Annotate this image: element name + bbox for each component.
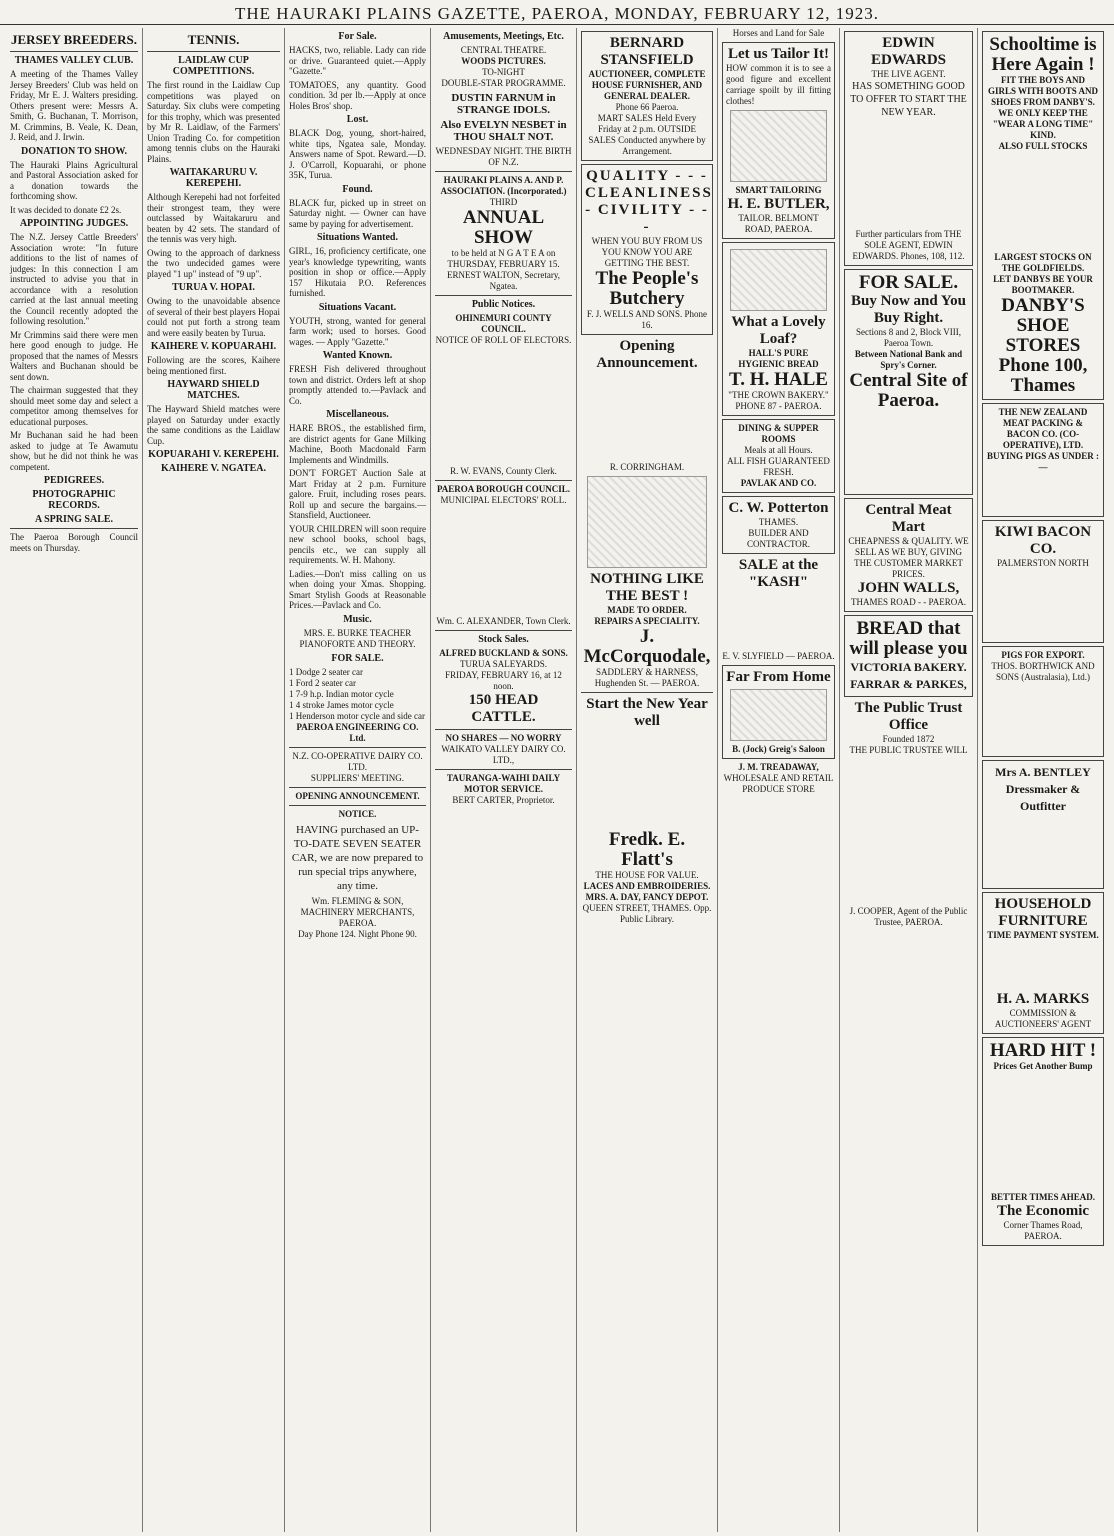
edwards-body: [848, 119, 969, 229]
tonight: TO-NIGHT: [482, 67, 525, 77]
tailor-body: HOW common it is to see a good figure and excellent carriage spoilt by ill fitting clothes!: [726, 63, 831, 106]
columns: [6, 28, 1108, 1532]
stansfield-ad: [581, 31, 713, 161]
let-danbys: LET DANBYS BE YOUR BOOTMAKER.: [993, 274, 1093, 295]
flatt-body: [581, 730, 713, 830]
column-jersey-breeders: [6, 28, 143, 1532]
classified-ad: YOUTH, strong, wanted for general farm work; used to horses. Good wages. — Apply "Gazette.": [289, 315, 426, 347]
better-times: BETTER TIMES AHEAD.: [990, 1192, 1096, 1202]
woods-pictures: WOODS PICTURES.: [461, 56, 546, 66]
section-header: FOR SALE.: [331, 652, 384, 664]
edwards-name: EDWIN EDWARDS: [870, 35, 946, 68]
furniture-body: [986, 941, 1100, 991]
classified-ad: YOUR CHILDREN will soon require new school books, school bags, pencils etc., we can supply all requirements. W. H. Mahony.: [289, 523, 426, 565]
no-shares: NO SHARES — NO WORRY: [445, 733, 562, 743]
fish-guaranteed: ALL FISH GUARANTEED FRESH.: [727, 456, 830, 477]
export-body: [986, 683, 1100, 753]
nz-meat-packing: THE NEW ZEALAND MEAT PACKING & BACON CO. (CO-OPERATIVE), LTD.: [998, 407, 1088, 450]
kash-sale: SALE at the "KASH": [738, 557, 819, 590]
masthead: THE HAURAKI PLAINS GAZETTE, PAEROA, MONDAY, FEBRUARY 12, 1923.: [0, 4, 1114, 25]
victoria-bakery-ad: [844, 615, 973, 697]
kiwi-bacon-ad: [982, 520, 1104, 643]
subheading: KAIHERE V. NGATEA.: [160, 463, 267, 474]
nothing-like-best: NOTHING LIKE THE BEST !: [590, 571, 704, 604]
site-body: [848, 411, 969, 491]
theatre-name: CENTRAL THEATRE.: [460, 45, 547, 55]
pavlak-co: PAVLAK AND CO.: [740, 478, 817, 488]
third-label: THIRD: [489, 197, 518, 207]
smart-tailoring: SMART TAILORING: [735, 185, 822, 195]
butchery-ad: [581, 164, 713, 335]
dairy-company: N.Z. CO-OPERATIVE DAIRY CO. LTD.: [292, 750, 423, 772]
section-header: Situations Wanted.: [317, 232, 398, 243]
notice-body: [435, 346, 572, 466]
proprietor: BERT CARTER, Proprietor.: [452, 795, 555, 805]
section-header: Stock Sales.: [478, 634, 529, 645]
made-to-order: MADE TO ORDER.: [607, 605, 687, 615]
column-tennis: [143, 28, 285, 1532]
stansfield-phone: Phone 66 Paeroa.: [615, 102, 679, 112]
article-paragraph: Although Kerepehi had not forfeited their strongest team, they were outclassed by Waitakaruru and beaten by 42 sets. The standard of the tennis was very high.: [147, 192, 280, 244]
mrs-day: MRS. A. DAY, FANCY DEPOT.: [585, 892, 709, 902]
show-venue-date: to be held at N G A T E A on THURSDAY, FEBRUARY 15.: [447, 248, 560, 269]
subheading: PEDIGREES.: [43, 475, 105, 486]
feature-nesbit: Also EVELYN NESBET in THOU SHALT NOT.: [440, 119, 567, 143]
prices-bump: Prices Get Another Bump: [993, 1061, 1093, 1071]
double-star: DOUBLE-STAR PROGRAMME.: [441, 78, 566, 88]
subheading: HAYWARD SHIELD MATCHES.: [167, 379, 260, 401]
article-paragraph: The Hayward Shield matches were played on Saturday under exactly the same conditions as the Laidlaw Cup.: [147, 404, 280, 446]
corner-thames: Corner Thames Road, PAEROA.: [1003, 1220, 1083, 1241]
far-from-home: Far From Home: [726, 669, 831, 685]
section-header: Music.: [343, 613, 372, 625]
smoker-illustration: [730, 689, 827, 741]
marks: H. A. MARKS: [996, 991, 1090, 1007]
potterton-name: C. W. Potterton: [728, 500, 829, 516]
horse-carriage-illustration: [587, 476, 708, 568]
time-payment: TIME PAYMENT SYSTEM.: [987, 930, 1099, 940]
slyfield: E. V. SLYFIELD — PAEROA.: [722, 651, 835, 661]
column-tailor: [718, 28, 840, 1532]
article-paragraph: It was decided to donate £2 2s.: [10, 204, 122, 215]
bentley-ad: [982, 760, 1104, 889]
subheading: WAITAKARURU V. KEREPEHI.: [169, 167, 258, 189]
for-sale: FOR SALE.: [858, 272, 959, 293]
classified-ad: HACKS, two, reliable. Lady can ride or drive. Guaranteed quiet.—Apply "Gazette.": [289, 45, 426, 76]
tailored-man-illustration: [730, 110, 827, 182]
mart-sales: MART SALES Held Every Friday at 2 p.m. OUTSIDE SALES Conducted anywhere by Arrangement.: [588, 113, 706, 156]
article-paragraph: Owing to the approach of darkness the two undecided games were played "1 up" instead of "9 up".: [147, 247, 280, 279]
public-trust: The Public Trust Office: [854, 700, 963, 733]
announcement-body: [581, 372, 713, 462]
borough-council: PAEROA BOROUGH COUNCIL.: [436, 484, 571, 494]
hale-name: T. H. HALE: [729, 369, 828, 390]
largest-stocks: LARGEST STOCKS ON THE GOLDFIELDS.: [994, 252, 1092, 273]
lovely-loaf: What a Lovely Loaf?: [731, 314, 826, 347]
head-cattle: 150 HEAD CATTLE.: [468, 692, 539, 725]
baker-illustration: [730, 249, 827, 311]
victoria-bakery: VICTORIA BAKERY.: [850, 660, 967, 674]
association-name: HAURAKI PLAINS A. AND P. ASSOCIATION. (Incorporated.): [440, 175, 567, 196]
section-header: For Sale.: [338, 31, 377, 42]
schooltime: Schooltime is Here Again !: [989, 34, 1097, 75]
saloon-ad: [722, 665, 835, 759]
potterton-ad: [722, 496, 835, 554]
subheading: DONATION TO SHOW.: [20, 145, 128, 157]
buying-pigs: BUYING PIGS AS UNDER :—: [986, 451, 1100, 472]
feature-farnum: DUSTIN FARNUM in STRANGE IDOLS.: [451, 92, 556, 116]
crown-bakery: "THE CROWN BAKERY." PHONE 87 - PAEROA.: [728, 390, 829, 411]
section-header: Horses and Land for Sale: [732, 28, 825, 38]
classified-ad: HARE BROS., the established firm, are district agents for Gane Milking Machine, Booth Macdonald Farm Implements and Windmills.: [289, 423, 426, 465]
kiwi-body: [986, 569, 1100, 639]
annual-show: ANNUAL SHOW: [462, 207, 545, 248]
furniture-ad: [982, 892, 1104, 1034]
article-subtitle: THAMES VALLEY CLUB.: [14, 55, 134, 66]
roll-notice: NOTICE OF ROLL OF ELECTORS.: [435, 335, 572, 345]
danby-ad: [982, 31, 1104, 400]
dining-ad: [722, 419, 835, 493]
bread-headline: BREAD that will please you: [849, 618, 968, 659]
hard-hit: HARD HIT !: [989, 1040, 1097, 1061]
export-ad: [982, 646, 1104, 757]
builder-contractor: BUILDER AND CONTRACTOR.: [746, 528, 811, 549]
sale-date: FRIDAY, FEBRUARY 16, at 12 noon.: [445, 670, 562, 691]
palmerston: PALMERSTON NORTH: [997, 558, 1089, 568]
fit-boys: FIT THE BOYS AND GIRLS WITH BOOTS AND SHOES FROM DANBY'S.: [987, 75, 1099, 107]
meat-packing-ad: [982, 403, 1104, 517]
wear-long: WE ONLY KEEP THE "WEAR A LONG TIME" KIND.: [992, 108, 1094, 140]
buckland: ALFRED BUCKLAND & SONS.: [439, 648, 568, 658]
thames-road: THAMES ROAD - - PAEROA.: [851, 597, 966, 607]
section-header: Situations Vacant.: [318, 301, 397, 313]
trust-body: [844, 756, 973, 906]
classified-ad: Ladies.—Don't miss calling on us when doing your Xmas. Shopping. Smart Stylish Goods at Reasonable Prices.—Pavlack and Co.: [289, 568, 426, 610]
house-value: THE HOUSE FOR VALUE.: [595, 870, 699, 880]
motor-service: TAURANGA-WAIHI DAILY MOTOR SERVICE.: [446, 773, 561, 794]
quality-slogan: QUALITY - - - CLEANLINESS - CIVILITY - - -: [585, 168, 713, 235]
article-subtitle: LAIDLAW CUP COMPETITIONS.: [172, 55, 255, 77]
dining-rooms: DINING & SUPPER ROOMS: [738, 423, 819, 444]
queen-street: QUEEN STREET, THAMES. Opp. Public Library.: [582, 903, 712, 924]
classified-ad: GIRL, 16, proficiency certificate, one year's knowledge typewriting, wants position in shop or office.—Apply 157 Hikutaia P.O. References furnished.: [289, 246, 426, 298]
best-slogan: WHEN YOU BUY FROM US YOU KNOW YOU ARE GETTING THE BEST.: [591, 236, 703, 268]
borthwick: THOS. BORTHWICK AND SONS (Australasia), Ltd.): [991, 661, 1095, 682]
article-paragraph: The Hauraki Plains Agricultural and Pastoral Association asked for a donation towards the forthcoming show.: [10, 159, 138, 201]
subheading: KAIHERE V. KOPUARAHI.: [150, 341, 277, 352]
subheading: TURUA V. HOPAI.: [172, 282, 255, 293]
fleming-machinery: Wm. FLEMING & SON, MACHINERY MERCHANTS, PAEROA.: [300, 895, 415, 928]
subheading: KOPUARAHI V. KEREPEHI.: [148, 449, 279, 460]
trust-agent: J. COOPER, Agent of the Public Trustee, PAEROA.: [849, 906, 968, 927]
county-clerk: R. W. EVANS, County Clerk.: [450, 466, 557, 476]
central-site: Central Site of Paeroa.: [849, 370, 968, 411]
wednesday-feature: WEDNESDAY NIGHT. THE BIRTH OF N.Z.: [435, 146, 572, 167]
bakery-ad: [722, 242, 835, 416]
flatt-name: Fredk. E. Flatt's: [608, 829, 686, 870]
meals-hours: Meals at all Hours.: [744, 445, 813, 455]
sole-agent: Further particulars from THE SOLE AGENT, EDWIN EDWARDS. Phones, 108, 112.: [852, 229, 965, 261]
classified-ad: BLACK Dog, young, short-haired, white tips, Ngatea sale, Monday. Answers name of Spot. Reward.—D. J. O'Carroll, Kopuarahi, or phone 35K, Turua.: [289, 128, 426, 180]
show-secretary: ERNEST WALTON, Secretary, Ngatea.: [446, 270, 561, 291]
peoples-butchery: The People's Butchery: [595, 268, 699, 309]
potterton-town: THAMES.: [758, 517, 799, 527]
butler-address: TAILOR. BELMONT ROAD, PAEROA.: [738, 213, 819, 234]
column-classifieds: [285, 28, 431, 1532]
fleming-phones: Day Phone 124. Night Phone 90.: [298, 928, 417, 939]
article-paragraph: The chairman suggested that they should meet some day and select a competitor among themselves for educational purposes.: [10, 385, 138, 427]
saddlery: SADDLERY & HARNESS, Hughenden St. — PAEROA.: [594, 667, 700, 688]
section-sale-ad: [844, 269, 973, 495]
classified-ad: TOMATOES, any quantity. Good condition. 3d per lb.—Apply at once Holes Bros' shop.: [289, 79, 426, 111]
column-edwards: [840, 28, 978, 1532]
full-stocks: ALSO FULL STOCKS: [998, 141, 1088, 151]
suppliers-meeting: SUPPLIERS' MEETING.: [310, 772, 405, 783]
article-paragraph: The N.Z. Jersey Cattle Breeders' Association wrote: "In future additions to the list of names of judges: In this connection I am instructed to advise you that in accordance with a resolution carried at the last annual meeting the Council recently adopted the following resolution.": [10, 232, 138, 326]
classified-ad: BLACK fur, picked up in street on Saturday night. — Owner can have same by paying for advertisement.: [289, 197, 426, 229]
buying-schedule: [986, 473, 1100, 513]
column-danby: [978, 28, 1108, 1532]
classified-ad: DON'T FORGET Auction Sale at Mart Friday at 2 p.m. Furniture galore. Fruit, including roses pears. Roll up and secure the bargains.—Stansfield, Auctioneer.: [289, 468, 426, 520]
economic-ad: [982, 1037, 1104, 1246]
article-paragraph: A meeting of the Thames Valley Jersey Breeders' Club was held on Friday, Mr E. J. Walters presiding. Others present were: Messrs A. Smith, G. Buchanan, T. Morrison, M. Crimmins, B. Veale, K. Dean, J. Reid, and J. Irwin.: [10, 69, 138, 142]
commission-agent: COMMISSION & AUCTIONEERS' AGENT: [994, 1008, 1092, 1029]
economic: The Economic: [996, 1203, 1090, 1219]
subheading: PHOTOGRAPHIC RECORDS.: [32, 489, 116, 511]
bentley: Mrs A. BENTLEY Dressmaker & Outfitter: [995, 765, 1091, 813]
waikato-dairy: WAIKATO VALLEY DAIRY CO. LTD.,: [441, 744, 566, 765]
music-ad: MRS. E. BURKE TEACHER PIANOFORTE AND THEORY.: [299, 627, 416, 649]
article-paragraph: Mr Crimmins said there were men here good enough to judge. He proposed that the names of Messrs Walters and Buchanan should be sent down.: [10, 329, 138, 382]
classified-ad: FRESH Fish delivered throughout town and district. Orders left at shop promptly attended to.—Pavlack and Co.: [289, 364, 426, 406]
pigs-export: PIGS FOR EXPORT.: [1001, 650, 1085, 660]
edwards-offer: HAS SOMETHING GOOD TO OFFER TO START THE NEW YEAR.: [850, 81, 967, 118]
price-list: [986, 1072, 1100, 1192]
john-walls: JOHN WALLS,: [857, 580, 960, 596]
tailor-headline: Let us Tailor It!: [728, 46, 829, 62]
section-header: Public Notices.: [471, 299, 536, 310]
article-paragraph: Following are the scores, Kaihere being mentioned first.: [147, 355, 280, 376]
kash-body: [722, 591, 835, 651]
turua-saleyards: TURUA SALEYARDS.: [459, 659, 547, 669]
section-header: Found.: [342, 183, 373, 195]
bentley-body: [986, 815, 1100, 885]
corringham: R. CORRINGHAM.: [609, 462, 685, 472]
section-header: Wanted Known.: [322, 350, 393, 361]
article-paragraph: Mr Buchanan said he had been asked to judge at Te Awamutu show, but he did not think he was competent.: [10, 430, 138, 472]
ohinemuri-council: OHINEMURI COUNTY COUNCIL.: [455, 313, 552, 334]
household-furniture: HOUSEHOLD FURNITURE: [994, 896, 1092, 929]
butler-name: H. E. BUTLER,: [727, 196, 830, 212]
repairs-speciality: REPAIRS A SPECIALITY.: [594, 616, 700, 626]
meat-mart-ad: [844, 498, 973, 612]
article-title: TENNIS.: [187, 32, 240, 47]
article-paragraph: The first round in the Laidlaw Cup competitions was played on Saturday. Six clubs were competing for this trophy, which was presented by Mr R. Laidlaw, of the Farmers' Union Trading Co. for competition among tennis clubs on the Hauraki Plains.: [147, 80, 280, 164]
opening-announcement: OPENING ANNOUNCEMENT.: [295, 790, 420, 801]
subheading: A SPRING SALE.: [34, 514, 114, 525]
paeroa-engineering: PAEROA ENGINEERING CO. Ltd.: [296, 721, 419, 743]
wells-sons: F. J. WELLS AND SONS. Phone 16.: [586, 309, 708, 330]
laces: LACES AND EMBROIDERIES.: [583, 881, 711, 891]
column-amusements: [431, 28, 577, 1532]
stansfield-role: AUCTIONEER, COMPLETE HOUSE FURNISHER, AND GENERAL DEALER.: [588, 69, 706, 101]
buy-now: Buy Now and You Buy Right.: [851, 293, 966, 326]
notice-header: NOTICE.: [338, 808, 377, 819]
trustee-will: THE PUBLIC TRUSTEE WILL: [849, 745, 968, 755]
tailor-ad: [722, 42, 835, 239]
kiwi-bacon: KIWI BACON CO.: [994, 524, 1092, 557]
cheapness-quality: CHEAPNESS & QUALITY. WE SELL AS WE BUY, GIVING THE CUSTOMER MARKET PRICES.: [848, 536, 969, 579]
danby-stores: DANBY'S SHOE STORES Phone 100, Thames: [998, 295, 1088, 396]
seven-seater-ad: HAVING purchased an UP-TO-DATE SEVEN SEATER CAR, we are now prepared to run special trips anywhere, any time.: [291, 823, 424, 892]
between-banks: Between National Bank and Spry's Corner.: [854, 349, 963, 370]
column-stansfield: [577, 28, 718, 1532]
greig-saloon: B. (Jock) Greig's Saloon: [732, 744, 825, 754]
end-note: The Paeroa Borough Council meets on Thursday.: [10, 532, 138, 553]
treadaway: J. M. TREADAWAY,: [738, 762, 819, 772]
section-header: Amusements, Meetings, Etc.: [443, 31, 564, 42]
produce-store: WHOLESALE AND RETAIL PRODUCE STORE: [723, 773, 834, 794]
article-paragraph: Owing to the unavoidable absence of several of their best players Hopai could not put forth a strong team and were easily beaten by Turua.: [147, 296, 280, 338]
stock-list: [986, 152, 1100, 252]
car-sale-list: 1 Dodge 2 seater car 1 Ford 2 seater car 1 7-9 h.p. Indian motor cycle 1 4 stroke James motor cycle 1 Henderson motor cycle and side car: [289, 666, 425, 721]
farrar-parkes: FARRAR & PARKES,: [850, 677, 967, 691]
electors-roll: MUNICIPAL ELECTORS' ROLL.: [440, 495, 567, 505]
block-sections: Sections 8 and 2, Block VIII, Paeroa Town.: [855, 327, 962, 348]
section-header: Miscellaneous.: [326, 409, 389, 420]
central-meat-mart: Central Meat Mart: [865, 502, 952, 535]
founded: Founded 1872: [882, 734, 935, 744]
edwards-ad: [844, 31, 973, 266]
opening-announcement: Opening Announcement.: [596, 338, 698, 371]
new-year: Start the New Year well: [586, 696, 708, 729]
notice-body: [435, 506, 572, 616]
town-clerk: Wm. C. ALEXANDER, Town Clerk.: [436, 616, 571, 626]
mccorquodale: J. McCorquodale,: [583, 626, 711, 667]
live-agent: THE LIVE AGENT.: [871, 69, 946, 79]
article-title: JERSEY BREEDERS.: [11, 32, 137, 47]
section-header: Lost.: [346, 114, 369, 125]
stansfield-name: BERNARD STANSFIELD: [600, 35, 694, 68]
halls-bread: HALL'S PURE HYGIENIC BREAD: [738, 348, 819, 369]
subheading: APPOINTING JUDGES.: [19, 218, 129, 229]
